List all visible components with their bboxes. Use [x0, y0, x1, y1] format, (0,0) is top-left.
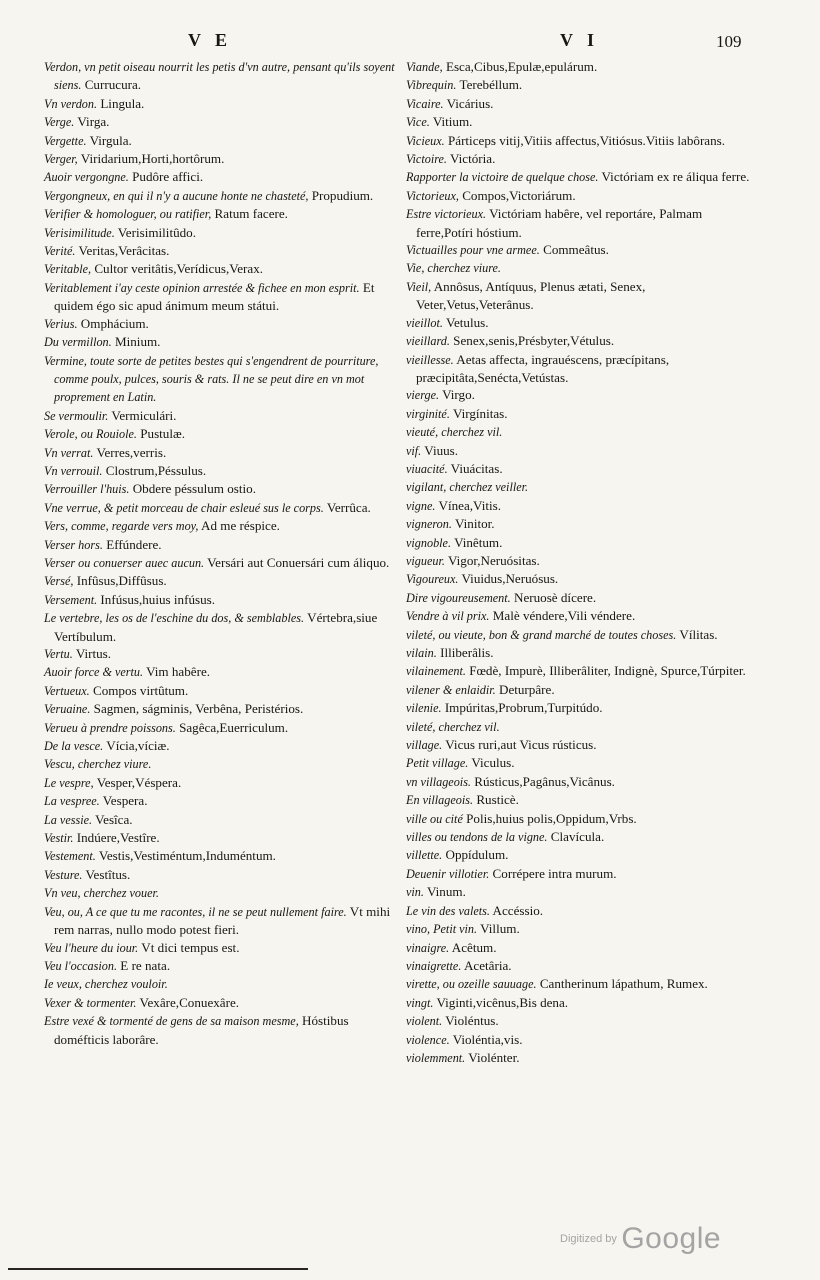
french-headword: Versement. — [44, 592, 98, 607]
french-headword: Vigoureux. — [406, 572, 459, 587]
french-headword: vinaigre. — [406, 940, 450, 955]
latin-translation: Victória. — [450, 151, 496, 167]
dictionary-entry — [44, 792, 398, 810]
latin-translation: Virgínitas. — [452, 405, 508, 421]
french-headword: Veu, ou, A ce que tu me racontes, il ne se peut nullement faire. — [44, 904, 347, 919]
french-headword: Vieil, — [406, 279, 432, 294]
latin-translation: Verisimilitûdo. — [117, 224, 196, 240]
latin-translation: Vílitas. — [679, 626, 718, 642]
latin-translation: Pustulæ. — [140, 426, 186, 442]
french-headword: Auoir force & vertu. — [44, 665, 144, 680]
dictionary-entry — [406, 187, 762, 205]
dictionary-entry — [406, 168, 762, 186]
dictionary-entry — [406, 846, 762, 864]
latin-translation: Infûsus,Diffûsus. — [76, 573, 167, 589]
page-number: 109 — [716, 32, 742, 51]
french-headword: Vn verdon. — [44, 96, 98, 111]
dictionary-entry — [44, 425, 398, 443]
french-headword: Vice. — [406, 115, 430, 130]
dictionary-entry — [44, 591, 398, 609]
latin-translation: Vt mihi rem narras, nullo modo potest fieri. — [54, 903, 391, 938]
dictionary-entry — [44, 755, 398, 773]
dictionary-entry — [44, 444, 398, 462]
french-headword: Vergongneux, en qui il n'y a aucune honte ne chasteté, — [44, 188, 309, 203]
dictionary-entry — [44, 333, 398, 351]
latin-translation: Commeâtus. — [543, 242, 609, 258]
dictionary-entry — [44, 829, 398, 847]
dictionary-entry — [406, 478, 762, 496]
dictionary-entry — [44, 572, 398, 590]
latin-translation: Vesîca. — [95, 811, 133, 827]
french-headword: violent. — [406, 1014, 443, 1029]
latin-translation: Currucura. — [84, 77, 142, 93]
dictionary-entry — [406, 939, 762, 957]
dictionary-entry — [406, 607, 762, 625]
dictionary-entry — [406, 662, 762, 680]
latin-translation: Vértebra,siue Vertíbulum. — [54, 610, 378, 644]
dictionary-entry — [44, 645, 398, 663]
french-headword: Veu l'heure du iour. — [44, 940, 139, 955]
french-headword: Verifier & homologuer, ou ratifier, — [44, 207, 212, 222]
dictionary-entry — [406, 332, 762, 350]
dictionary-entry — [44, 132, 398, 150]
french-headword: vileté, cherchez vil. — [406, 719, 500, 734]
dictionary-entry — [44, 847, 398, 865]
french-headword: violence. — [406, 1032, 450, 1047]
dictionary-entry — [406, 351, 762, 387]
dictionary-entry — [406, 589, 762, 607]
french-headword: Verser ou conuerser auec aucun. — [44, 555, 205, 570]
latin-translation: Vínea,Vitis. — [438, 497, 501, 513]
french-headword: village. — [406, 738, 443, 753]
dictionary-entry — [406, 386, 762, 404]
latin-translation: Verres,verris. — [96, 444, 167, 460]
dictionary-entry — [44, 279, 398, 315]
french-headword: Vn veu, cherchez vouer. — [44, 886, 159, 901]
dictionary-entry — [406, 460, 762, 478]
latin-translation: Aetas affecta, ingrauéscens, præcípitans, præcipitâta,Senécta,Vetústas. — [416, 351, 670, 385]
latin-translation: Vicárius. — [446, 95, 494, 111]
latin-translation: Vicus ruri,aut Vicus rústicus. — [445, 737, 597, 753]
latin-translation: Fœdè, Impurè, Illiberâliter, Indignè, Spurce,Túrpiter. — [469, 663, 746, 679]
latin-translation: Annôsus, Antíquus, Plenus ætati, Senex, Veter,Vetus,Veterânus. — [416, 278, 646, 313]
dictionary-entry — [406, 828, 762, 846]
latin-translation: Viculus. — [471, 755, 515, 771]
french-headword: Estre vexé & tormenté de gens de sa maison mesme, — [44, 1014, 299, 1029]
dictionary-entry — [44, 774, 398, 792]
latin-translation: Cultor veritâtis,Verídicus,Verax. — [94, 261, 264, 277]
dictionary-entry — [44, 407, 398, 425]
dictionary-entry — [406, 791, 762, 809]
french-headword: Le vin des valets. — [406, 903, 490, 918]
latin-translation: Cantherinum lápathum, Rumex. — [539, 976, 708, 992]
french-headword: vn villageois. — [406, 774, 471, 789]
french-headword: Deuenir villotier. — [406, 866, 490, 881]
dictionary-entry — [406, 810, 762, 828]
french-headword: vin. — [406, 885, 424, 900]
french-headword: Verser hors. — [44, 537, 103, 552]
dictionary-entry — [44, 224, 398, 242]
dictionary-entry — [406, 1031, 762, 1049]
dictionary-entry — [44, 95, 398, 113]
latin-translation: Neruosè dícere. — [513, 589, 597, 605]
latin-translation: Rústicus,Pagânus,Vicânus. — [474, 773, 615, 789]
french-headword: vigne. — [406, 498, 436, 513]
dictionary-entry — [44, 315, 398, 333]
french-headword: vilain. — [406, 646, 437, 660]
dictionary-entry — [406, 259, 762, 277]
french-headword: Veritable, — [44, 262, 92, 277]
dictionary-entry — [44, 1012, 398, 1048]
latin-translation: Párticeps vitij,Vitiis affectus,Vitiósus.Vitiis labôrans. — [447, 132, 726, 148]
french-headword: vigneron. — [406, 517, 452, 532]
dictionary-entry — [44, 187, 398, 205]
latin-translation: Esca,Cibus,Epulæ,epulárum. — [445, 59, 598, 74]
dictionary-entry — [406, 883, 762, 901]
latin-translation: Ad me réspice. — [201, 518, 280, 534]
dictionary-entry — [406, 150, 762, 168]
dictionary-entry — [44, 975, 398, 993]
latin-translation: Sagêca,Euerriculum. — [179, 719, 289, 735]
latin-translation: Vigor,Neruósitas. — [447, 552, 540, 568]
latin-translation: Verrûca. — [326, 499, 371, 515]
dictionary-entry — [406, 1012, 762, 1030]
latin-translation: Sagmen, ságminis, Verbêna, Peristérios. — [93, 701, 304, 717]
french-headword: vieuté, cherchez vil. — [406, 425, 503, 440]
latin-translation: Vinêtum. — [454, 534, 503, 550]
latin-translation: Effúndere. — [106, 536, 162, 552]
french-headword: Verisimilitude. — [44, 225, 115, 240]
french-headword: Se vermoulir. — [44, 408, 109, 423]
french-headword: vilainement. — [406, 664, 466, 679]
dictionary-entry — [406, 113, 762, 131]
latin-translation: Corrépere intra murum. — [492, 865, 617, 881]
latin-translation: Obdere péssulum ostio. — [132, 481, 257, 497]
latin-translation: Vinitor. — [454, 516, 495, 532]
latin-translation: Terebéllum. — [459, 77, 523, 93]
latin-translation: Vinum. — [426, 884, 466, 900]
french-headword: Vicieux. — [406, 133, 445, 148]
french-headword: virette, ou ozeille sauuage. — [406, 977, 537, 992]
dictionary-entry — [406, 278, 762, 314]
french-headword: vilenie. — [406, 701, 442, 716]
french-headword: Versé, — [44, 574, 74, 589]
latin-translation: Vt dici tempus est. — [141, 939, 240, 955]
latin-translation: Polis,huius polis,Oppidum,Vrbs. — [466, 810, 637, 826]
french-headword: vif. — [406, 443, 422, 458]
latin-translation: Illiberâlis. — [440, 645, 494, 660]
french-headword: Verius. — [44, 316, 78, 331]
french-headword: Vergette. — [44, 133, 87, 148]
dictionary-entry — [44, 499, 398, 517]
latin-translation: Virgula. — [89, 132, 132, 148]
google-logo: Google — [621, 1222, 722, 1255]
dictionary-entry — [406, 718, 762, 736]
latin-translation: Et quidem égo sic apud ánimum meum státui. — [54, 279, 375, 314]
dictionary-entry — [44, 242, 398, 260]
french-headword: De la vesce. — [44, 739, 104, 754]
latin-translation: Ratum facere. — [214, 206, 288, 222]
french-headword: Vermine, toute sorte de petites bestes qui s'engendrent de pourriture, comme poulx, pulces, souris & rats. Il ne se peut dire en vn mot proprement en Latin. — [44, 353, 379, 405]
dictionary-entry — [44, 58, 398, 95]
french-headword: Vn verrat. — [44, 445, 94, 460]
dictionary-entry — [406, 552, 762, 570]
dictionary-entry — [406, 902, 762, 920]
french-headword: vieillesse. — [406, 352, 454, 367]
dictionary-entry — [44, 554, 398, 572]
french-headword: Le vespre, — [44, 775, 94, 790]
french-headword: Estre victorieux. — [406, 207, 487, 222]
dictionary-entry — [44, 682, 398, 700]
french-headword: Ie veux, cherchez vouloir. — [44, 977, 168, 992]
latin-translation: Compos,Victoriárum. — [462, 187, 576, 203]
latin-translation: Viginti,vicênus,Bis dena. — [436, 994, 569, 1010]
dictionary-entry — [44, 903, 398, 939]
latin-translation: Vetulus. — [445, 314, 489, 330]
dictionary-entry — [406, 957, 762, 975]
latin-translation: Viridarium,Horti,hortôrum. — [80, 151, 225, 167]
dictionary-entry — [44, 811, 398, 829]
latin-translation: Minium. — [114, 334, 161, 350]
dictionary-entry — [44, 719, 398, 737]
dictionary-entry — [406, 314, 762, 332]
latin-translation: Infúsus,huius infúsus. — [100, 591, 215, 607]
latin-translation: Vexâre,Conuexâre. — [139, 994, 240, 1010]
latin-translation: Senex,senis,Présbyter,Vétulus. — [453, 333, 615, 349]
dictionary-entry — [406, 1049, 762, 1067]
french-headword: villette. — [406, 848, 443, 863]
latin-translation: Viuidus,Neruósus. — [461, 571, 559, 587]
latin-translation: Vícia,víciæ. — [106, 738, 170, 754]
latin-translation: Acêtum. — [451, 939, 497, 955]
latin-translation: Vesper,Véspera. — [96, 774, 182, 790]
french-headword: Verger, — [44, 152, 78, 167]
french-headword: vieillot. — [406, 315, 443, 330]
french-headword: vileté, ou vieute, bon & grand marché de toutes choses. — [406, 627, 677, 642]
french-headword: Vestement. — [44, 849, 96, 864]
latin-translation: Lingula. — [100, 95, 145, 111]
dictionary-entry — [44, 113, 398, 131]
french-headword: Vexer & tormenter. — [44, 995, 137, 1010]
dictionary-entry — [406, 644, 762, 662]
latin-translation: Vestîtus. — [85, 866, 131, 882]
french-headword: violemment. — [406, 1050, 466, 1065]
french-headword: Verité. — [44, 244, 76, 259]
french-headword: Verole, ou Rouiole. — [44, 427, 137, 442]
dictionary-entry — [406, 423, 762, 441]
dictionary-entry — [406, 95, 762, 113]
latin-translation: Pudôre affici. — [132, 169, 204, 185]
latin-translation: Deturpâre. — [498, 681, 555, 697]
dictionary-entry — [44, 737, 398, 755]
dictionary-entry — [44, 205, 398, 223]
dictionary-entry — [44, 480, 398, 498]
french-headword: Vesture. — [44, 867, 83, 882]
dictionary-entry — [406, 132, 762, 150]
latin-translation: Omphácium. — [80, 315, 149, 331]
french-headword: vino, Petit vin. — [406, 922, 478, 937]
dictionary-entry — [44, 536, 398, 554]
latin-translation: Compos virtûtum. — [92, 682, 189, 698]
french-headword: villes ou tendons de la vigne. — [406, 830, 548, 845]
french-headword: Vie, cherchez viure. — [406, 261, 501, 276]
dictionary-entry — [406, 442, 762, 460]
latin-translation: Clostrum,Péssulus. — [105, 462, 207, 478]
dictionary-entry — [406, 626, 762, 644]
french-headword: Veu l'occasion. — [44, 958, 118, 973]
dictionary-entry — [44, 352, 398, 407]
running-head-left: VE — [188, 30, 242, 50]
latin-translation: Accéssio. — [492, 902, 544, 918]
dictionary-entry — [406, 994, 762, 1012]
latin-translation: Propudium. — [311, 187, 374, 203]
french-headword: vingt. — [406, 995, 434, 1010]
french-headword: Vertu. — [44, 647, 73, 661]
dictionary-entry — [44, 957, 398, 975]
french-headword: vieillard. — [406, 334, 450, 349]
dictionary-entry — [406, 205, 762, 241]
latin-translation: Vim habêre. — [146, 664, 211, 680]
french-headword: virginité. — [406, 406, 450, 421]
french-headword: Dire vigoureusement. — [406, 590, 511, 605]
latin-translation: Clavícula. — [550, 829, 605, 845]
dictionary-entry — [406, 699, 762, 717]
dictionary-entry — [406, 736, 762, 754]
latin-translation: Acetâria. — [463, 957, 512, 973]
latin-translation: Vespera. — [102, 793, 148, 809]
dictionary-entry — [44, 700, 398, 718]
latin-translation: Rusticè. — [476, 792, 519, 808]
french-headword: vigueur. — [406, 553, 445, 568]
latin-translation: Malè véndere,Vili véndere. — [492, 608, 636, 624]
latin-translation: Violénter. — [468, 1049, 520, 1065]
french-headword: vierge. — [406, 388, 440, 403]
right-column — [406, 58, 762, 1067]
dictionary-entry — [406, 497, 762, 515]
dictionary-entry — [406, 754, 762, 772]
dictionary-entry — [406, 570, 762, 588]
french-headword: Le vertebre, les os de l'eschine du dos, & semblables. — [44, 611, 305, 626]
latin-translation: Victóriam ex re áliqua ferre. — [601, 169, 750, 185]
latin-translation: Oppídulum. — [445, 847, 509, 863]
french-headword: vinaigrette. — [406, 958, 462, 973]
dictionary-entry — [406, 76, 762, 94]
dictionary-entry — [44, 168, 398, 186]
dictionary-entry — [406, 920, 762, 938]
french-headword: Auoir vergongne. — [44, 170, 129, 185]
dictionary-entry — [44, 663, 398, 681]
french-headword: Victoire. — [406, 152, 447, 167]
french-headword: Verueu à prendre poissons. — [44, 720, 176, 735]
french-headword: vigilant, cherchez veiller. — [406, 480, 529, 495]
dictionary-entry — [406, 975, 762, 993]
latin-translation: Virgo. — [442, 387, 475, 403]
latin-translation: Hóstibus doméfticis laborâre. — [54, 1013, 349, 1047]
french-headword: Petit village. — [406, 756, 469, 771]
bottom-rule — [8, 1268, 308, 1270]
french-headword: En villageois. — [406, 793, 474, 808]
french-headword: Du vermillon. — [44, 335, 112, 350]
french-headword: Veritablement i'ay ceste opinion arrestée & fichee en mon esprit. — [44, 280, 360, 295]
french-headword: Vne verrue, & petit morceau de chair esleué sus le corps. — [44, 500, 324, 515]
dictionary-entry — [406, 534, 762, 552]
french-headword: vignoble. — [406, 535, 452, 550]
french-headword: Vibrequin. — [406, 78, 457, 93]
dictionary-entry — [406, 405, 762, 423]
french-headword: Victorieux, — [406, 188, 459, 203]
running-head-right: VI — [560, 30, 609, 50]
latin-translation: Versári aut Conuersári cum áliquo. — [207, 554, 390, 570]
dictionary-entry — [44, 939, 398, 957]
french-headword: Viande, — [406, 60, 443, 74]
watermark-prefix: Digitized by — [560, 1233, 617, 1245]
french-headword: Victuailles pour vne armee. — [406, 243, 540, 258]
digitized-watermark — [560, 1222, 721, 1256]
latin-translation: Indúere,Vestîre. — [76, 830, 160, 846]
dictionary-entry — [44, 609, 398, 645]
dictionary-entry — [406, 58, 762, 76]
french-headword: Vestir. — [44, 831, 74, 846]
dictionary-entry — [406, 241, 762, 259]
french-headword: Rapporter la victoire de quelque chose. — [406, 170, 599, 185]
latin-translation: Virga. — [77, 114, 110, 130]
dictionary-entry — [44, 260, 398, 278]
french-headword: Vers, comme, regarde vers moy, — [44, 519, 199, 534]
latin-translation: Virtus. — [75, 646, 112, 661]
dictionary-entry — [44, 150, 398, 168]
latin-translation: Viuus. — [424, 442, 459, 458]
dictionary-entry — [44, 517, 398, 535]
latin-translation: Vermiculári. — [111, 407, 177, 423]
french-headword: vilener & enlaidir. — [406, 682, 496, 697]
dictionary-entry — [44, 884, 398, 902]
french-headword: La vespree. — [44, 794, 100, 809]
french-headword: ville ou cité — [406, 811, 463, 826]
french-headword: Verdon, vn petit oiseau nourrit les petis d'vn autre, pensant qu'ils soyent siens. — [44, 60, 395, 93]
french-headword: Vertueux. — [44, 683, 90, 698]
french-headword: Verge. — [44, 115, 75, 130]
dictionary-entry — [406, 865, 762, 883]
dictionary-entry — [44, 866, 398, 884]
latin-translation: Impúritas,Probrum,Turpitúdo. — [444, 700, 603, 716]
french-headword: La vessie. — [44, 812, 93, 827]
latin-translation: Viuácitas. — [450, 460, 503, 476]
dictionary-entry — [406, 681, 762, 699]
latin-translation: Villum. — [480, 921, 520, 937]
latin-translation: Vitium. — [432, 114, 473, 130]
dictionary-entry — [406, 773, 762, 791]
french-headword: Vicaire. — [406, 96, 444, 111]
dictionary-entry — [44, 994, 398, 1012]
french-headword: Vescu, cherchez viure. — [44, 757, 152, 772]
french-headword: Vendre à vil prix. — [406, 609, 490, 624]
latin-translation: Violéntus. — [445, 1013, 499, 1029]
french-headword: Vn verrouil. — [44, 463, 103, 478]
french-headword: Verrouiller l'huis. — [44, 482, 130, 497]
latin-translation: Violéntia,vis. — [452, 1031, 523, 1047]
latin-translation: Veritas,Verâcitas. — [78, 243, 170, 259]
left-column — [44, 58, 398, 1048]
latin-translation: Vestis,Vestiméntum,Induméntum. — [98, 848, 276, 864]
latin-translation: Victóriam habêre, vel reportáre, Palmam ferre,Potíri hóstium. — [416, 206, 703, 240]
french-headword: viuacité. — [406, 461, 448, 476]
french-headword: Veruaine. — [44, 702, 91, 717]
latin-translation: E re nata. — [120, 957, 171, 973]
dictionary-entry — [406, 515, 762, 533]
dictionary-entry — [44, 462, 398, 480]
